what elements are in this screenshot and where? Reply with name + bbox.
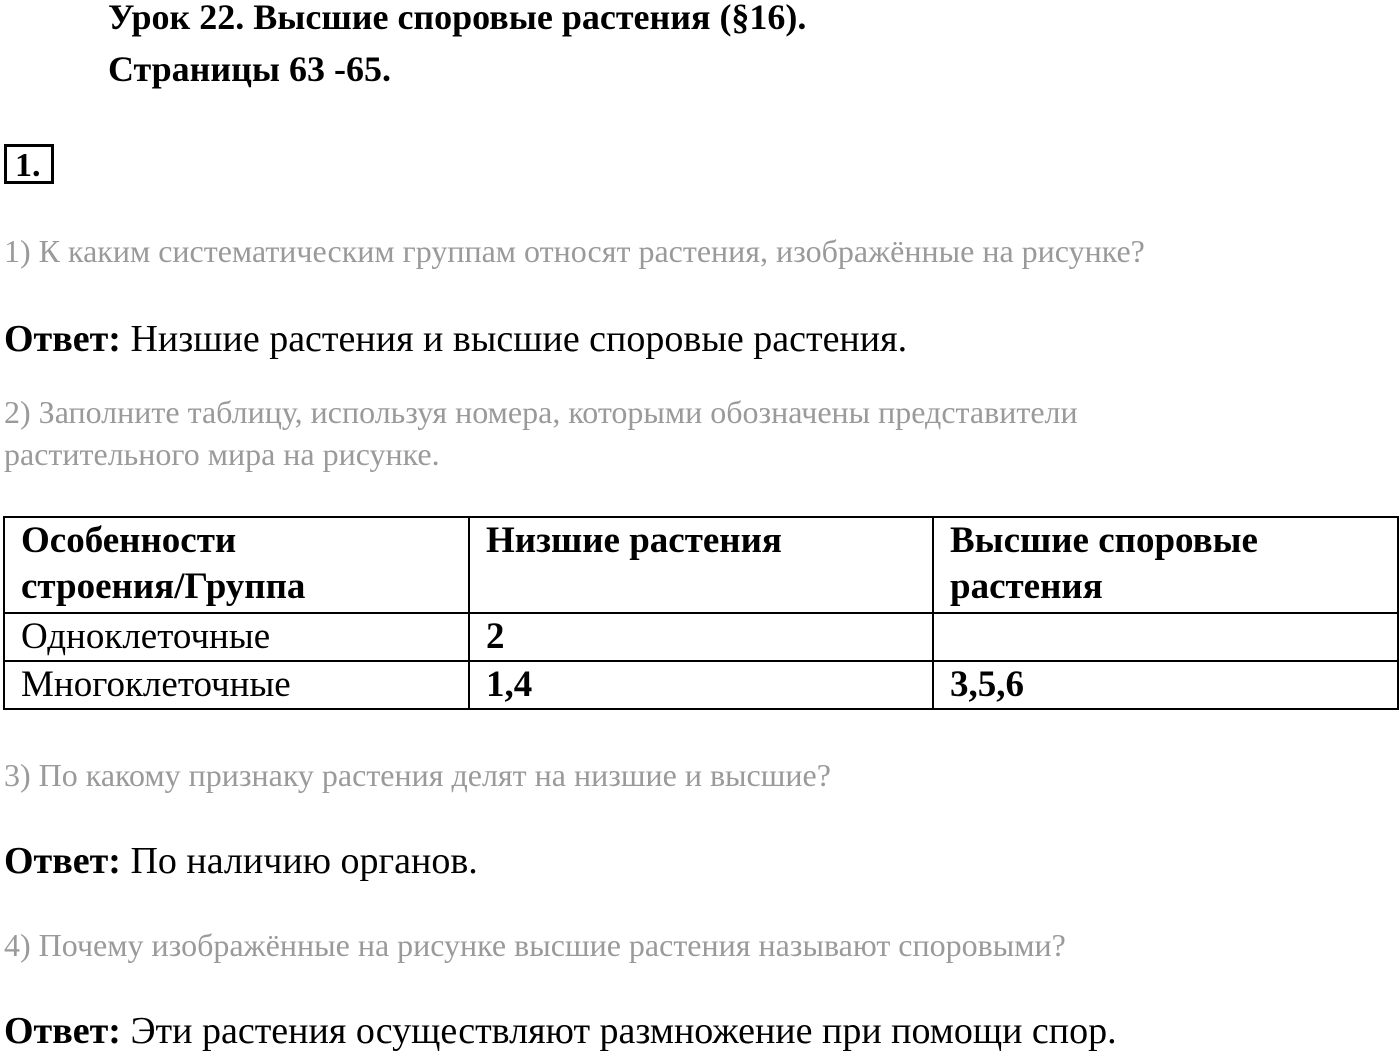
- answer-label: Ответ:: [4, 840, 121, 882]
- header-text-line: растения: [950, 566, 1103, 607]
- answer-text: По наличию органов.: [120, 840, 478, 882]
- table-row: [4, 661, 1398, 709]
- question-1: 1) К каким систематическим группам относят растения, изображённые на рисунке?: [4, 233, 1145, 269]
- lesson-title: Урок 22. Высшие споровые растения (§16).: [108, 0, 807, 37]
- header-text-line: Низшие растения: [486, 520, 782, 561]
- table-cell-value: 2: [469, 613, 933, 661]
- table-cell-label: Одноклеточные: [4, 613, 469, 661]
- answer-text: Низшие растения и высшие споровые растения.: [120, 318, 908, 360]
- answer-3: [4, 838, 478, 884]
- answer-4: [4, 1008, 1117, 1054]
- question-2-line-1: 2) Заполните таблицу, используя номера, которыми обозначены представители: [4, 394, 1078, 430]
- task-number-box: 1.: [4, 144, 54, 184]
- header-cell-features: [4, 517, 469, 613]
- table-header-row: [4, 517, 1398, 613]
- header-cell-higher-spore-plants: [933, 517, 1398, 613]
- table-row: [4, 613, 1398, 661]
- pages-range: Страницы 63 -65.: [108, 49, 391, 89]
- table-cell-label: Многоклеточные: [4, 661, 469, 709]
- header-text-line: строения/Группа: [21, 566, 306, 607]
- table-cell-value: [933, 613, 1398, 661]
- answer-label: Ответ:: [4, 318, 121, 360]
- classification-table: [3, 516, 1399, 710]
- question-4: 4) Почему изображённые на рисунке высшие растения называют споровыми?: [4, 927, 1066, 963]
- table-cell-value: 1,4: [469, 661, 933, 709]
- header-text-line: Особенности: [21, 520, 237, 561]
- question-2-line-2: растительного мира на рисунке.: [4, 436, 440, 472]
- answer-label: Ответ:: [4, 1010, 121, 1052]
- header-text-line: Высшие споровые: [950, 520, 1258, 561]
- header-cell-lower-plants: [469, 517, 933, 613]
- answer-text: Эти растения осуществляют размножение при помощи спор.: [120, 1010, 1117, 1052]
- question-3: 3) По какому признаку растения делят на низшие и высшие?: [4, 757, 831, 793]
- answer-1: [4, 316, 907, 362]
- table-cell-value: 3,5,6: [933, 661, 1398, 709]
